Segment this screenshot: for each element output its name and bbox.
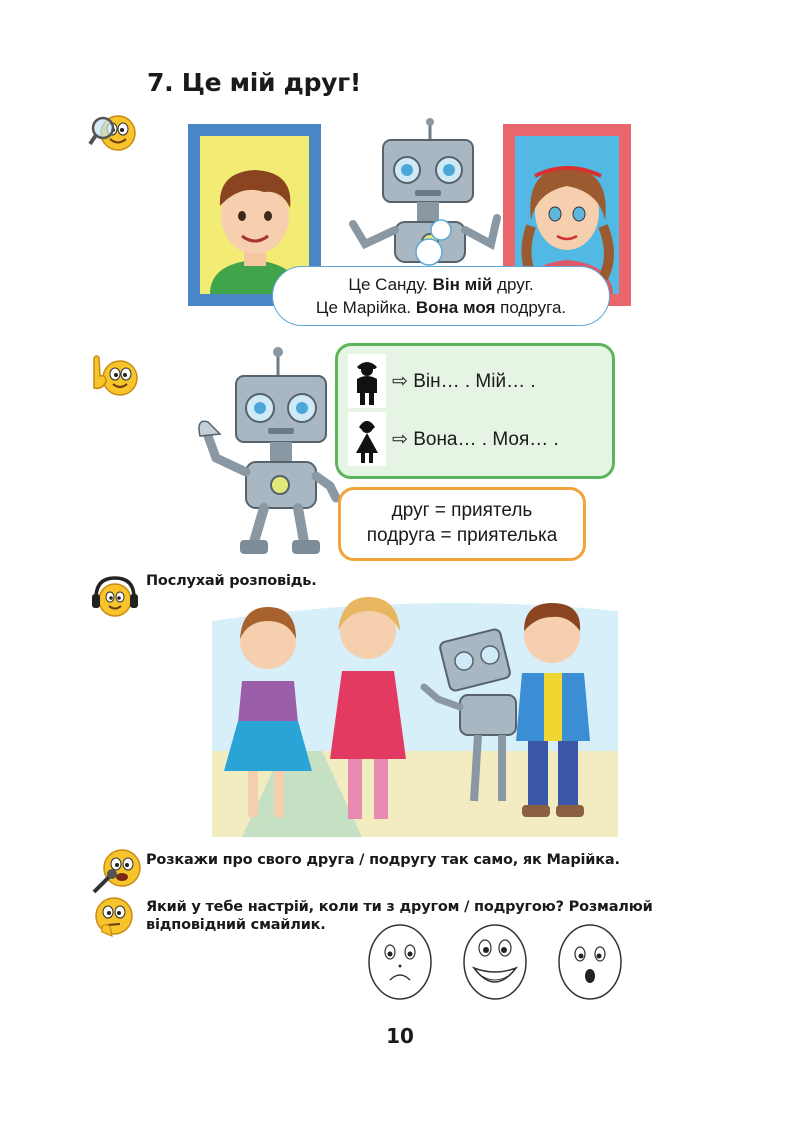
friends-scene-illustration [212,591,618,837]
task-tell: Розкажи про свого друга / подругу так само, як Марійка. [146,852,620,868]
speech-bold-text: Він мій [432,275,493,294]
page-number: 10 [386,1024,414,1048]
sad-face-icon[interactable] [366,922,434,1002]
surprised-face-icon[interactable] [556,922,624,1002]
girl-silhouette-icon [348,412,386,466]
boy-silhouette-icon [348,354,386,408]
synonym-line-2: подруга = приятелька [366,525,558,546]
synonyms-box [338,487,586,561]
grammar-row-female [348,412,559,466]
grammar-she-text: ⇨ Вона… . Моя… . [392,428,559,450]
speech-text: Це Марійка. [315,298,416,317]
happy-face-icon[interactable] [460,922,530,1002]
page-title: 7. Це мій друг! [147,68,362,97]
robot-thinking [345,118,505,278]
synonym-line-1: друг = приятель [391,500,533,521]
pointing-emoji-icon [88,352,142,398]
speech-line-1 [273,273,609,296]
grammar-row-male [348,354,536,408]
thinking-emoji-icon [88,892,138,944]
microphone-emoji-icon [88,846,144,896]
headphones-emoji-icon [90,574,140,620]
task-mood-line-2: відповідний смайлик. [146,917,326,933]
robot-waving [186,346,346,560]
speech-text: друг. [492,275,534,294]
grammar-box [335,343,615,479]
task-mood-line-1: Який у тебе настрій, коли ти з другом / подругою? Розмалюй [146,899,653,915]
grammar-he-text: ⇨ Він… . Мій… . [392,370,536,392]
speech-line-2 [273,296,609,319]
speech-bubble [272,266,610,326]
speech-bold-text: Вона моя [415,298,496,317]
magnifier-emoji-icon [86,108,140,158]
task-listen: Послухай розповідь. [146,573,317,589]
speech-text: подруга. [495,298,567,317]
speech-text: Це Санду. [348,275,433,294]
